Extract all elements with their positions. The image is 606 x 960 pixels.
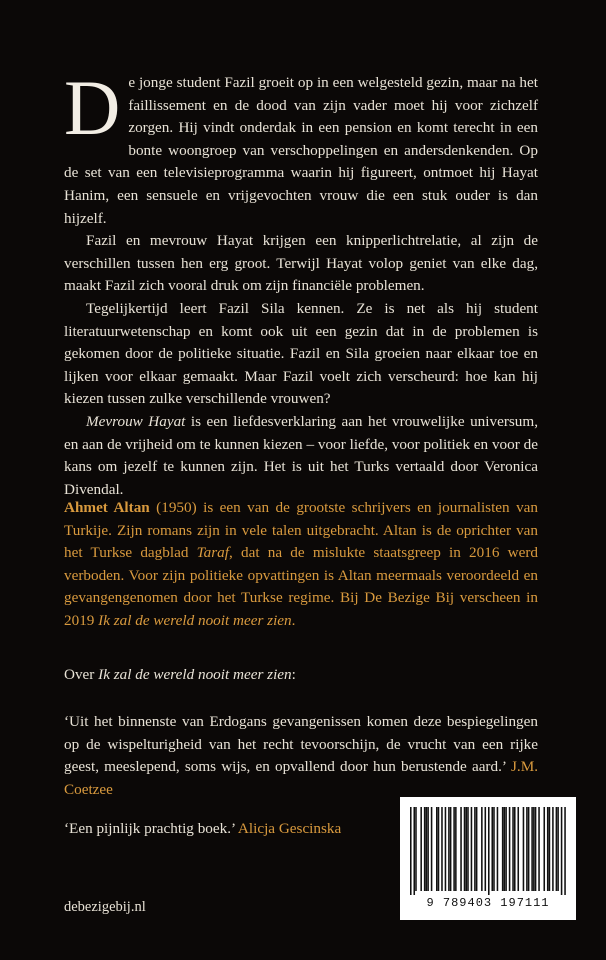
author-bio-text-a: (1950) is een van de grootste schrijvers en journalisten van Turkije. Zijn romans zijn in vele talen uitgebracht. Altan is de oprichter van het Turkse dagblad <box>64 499 538 562</box>
barcode-bar <box>538 807 540 891</box>
quote-1-source: J.M. Coetzee <box>64 758 538 798</box>
barcode-bar <box>549 807 551 891</box>
barcode-bar <box>505 807 507 891</box>
barcode-bar <box>445 807 447 891</box>
barcode-bar <box>450 807 452 891</box>
blurb-paragraph-1 <box>64 64 538 230</box>
barcode-bar <box>427 807 429 891</box>
barcode-bar <box>512 807 514 891</box>
barcode-bar <box>504 807 506 891</box>
barcode-bar <box>438 807 440 891</box>
barcode-bar <box>509 807 511 891</box>
barcode-bar <box>526 807 528 891</box>
author-bio-text-c: . <box>291 611 296 629</box>
barcode-bar <box>502 807 504 891</box>
barcode-bar <box>561 807 563 895</box>
book-blurb <box>64 64 538 501</box>
barcode-bar <box>517 807 519 891</box>
barcode-bar <box>420 807 422 891</box>
quote-1-text: ‘Uit het binnenste van Erdogans gevangenissen komen deze bespiegelingen op de wispelturigheid van het recht tevoorschijn, de vrucht van een rijke geest, meeslepend, soms wijs, en opvallend door hun berustende aard.’ <box>64 713 538 776</box>
blurb-paragraph-2: Fazil en mevrouw Hayat krijgen een knipperlichtrelatie, al zijn de verschillen tussen hen erg groot. Terwijl Hayat volop geniet van elke dag, maakt Fazil zich vooral druk om zijn financiële problemen. <box>64 232 538 295</box>
barcode-bars <box>410 807 566 895</box>
barcode-bar <box>424 807 426 891</box>
barcode-bar <box>488 807 490 895</box>
barcode-bar <box>431 807 433 891</box>
author-bio <box>64 497 538 633</box>
blurb-paragraph-3: Tegelijkertijd leert Fazil Sila kennen. Ze is net als hij student literatuurwetenschap en komt ook uit een gezin dat in de problemen is gekomen door de politieke situatie. Fazil en Sila groeien naar elkaar toe en lijken voor elkaar gemaakt. Maar Fazil voelt zich verscheurd: hoe kan hij kiezen tussen zulke verschillende vrouwen? <box>64 299 538 408</box>
barcode-bar <box>455 807 457 891</box>
barcode-bar <box>481 807 483 891</box>
barcode-bar <box>448 807 450 891</box>
barcode-bar <box>523 807 525 891</box>
barcode-bar <box>471 807 473 891</box>
previous-book-title: Ik zal de wereld nooit meer zien <box>98 611 292 629</box>
review-quote-1 <box>64 711 538 801</box>
barcode-bar <box>543 807 545 891</box>
quote-2-text: ‘Een pijnlijk prachtig boek.’ <box>64 820 235 837</box>
barcode-bar <box>547 807 549 891</box>
blurb-p4-text: is een liefdesverklaring aan het vrouwelijke universum, en aan de vrijheid om te kunnen kiezen – voor liefde, voor politiek en voor de kans om jezelf te kunnen zijn. Het is uit het Turks vertaald door Veronica Divendal. <box>64 412 538 498</box>
barcode-bar <box>556 807 558 891</box>
barcode-bar <box>476 807 478 891</box>
barcode-bar <box>467 807 469 891</box>
review-quote-2 <box>64 818 384 841</box>
publisher-website: debezigebij.nl <box>64 899 146 915</box>
barcode-bar <box>535 807 537 891</box>
barcode-bar <box>552 807 554 891</box>
author-bio-text-b: , dat na de mislukte staatsgreep in 2016 werd verboden. Voor zijn politieke opvattingen is Altan meermaals veroordeeld en gevangengenomen door het Turkse regime. Bij De Bezige Bij verscheen in 2019 <box>64 544 538 629</box>
barcode-bar <box>528 807 530 891</box>
barcode-bar <box>497 807 499 891</box>
barcode-bar <box>426 807 428 891</box>
barcode-bar <box>464 807 466 891</box>
drop-cap: D <box>64 64 121 151</box>
author-name: Ahmet Altan <box>64 499 150 516</box>
about-prefix: Over <box>64 666 99 683</box>
barcode-bar <box>413 807 415 895</box>
barcode-bar <box>531 807 533 891</box>
newspaper-name: Taraf <box>196 544 229 562</box>
barcode-bar <box>564 807 566 895</box>
barcode-bar <box>474 807 476 891</box>
blurb-p1-text: e jonge student Fazil groeit op in een welgesteld gezin, maar na het faillissement en de dood van zijn vader moet hij voor zichzelf zorgen. Hij vindt onderdak in een pension en komt terecht in een bonte woongroep van verschoppelingen en andersdenkenden. Op de set van een televisieprogramma waarin hij figureert, ontmoet hij Hayat Hanim, een sensuele en vrijgevochten vrouw die een stuk ouder is dan hijzelf. <box>64 74 538 227</box>
barcode-bar <box>410 807 412 895</box>
barcode-bar <box>441 807 443 891</box>
barcode-bar <box>493 807 495 891</box>
barcode-bar <box>465 807 467 891</box>
about-previous-book <box>64 664 538 687</box>
isbn-number: 9 789403 197111 <box>426 896 550 910</box>
barcode-bar <box>436 807 438 891</box>
barcode-bar <box>415 807 417 891</box>
blurb-paragraph-4 <box>64 411 538 501</box>
barcode-bar <box>491 807 493 891</box>
about-book-title: Ik zal de wereld nooit meer zien <box>98 666 292 683</box>
barcode-bar <box>514 807 516 891</box>
about-suffix: : <box>291 666 296 683</box>
barcode-bar <box>453 807 455 891</box>
quote-2-source: Alicja Gescinska <box>237 820 342 837</box>
barcode-bar <box>533 807 535 891</box>
barcode-bar <box>557 807 559 891</box>
isbn-barcode <box>400 797 576 920</box>
barcode-bar <box>485 807 487 891</box>
barcode-bar <box>460 807 462 891</box>
book-title-mention: Mevrouw Hayat <box>86 412 186 430</box>
